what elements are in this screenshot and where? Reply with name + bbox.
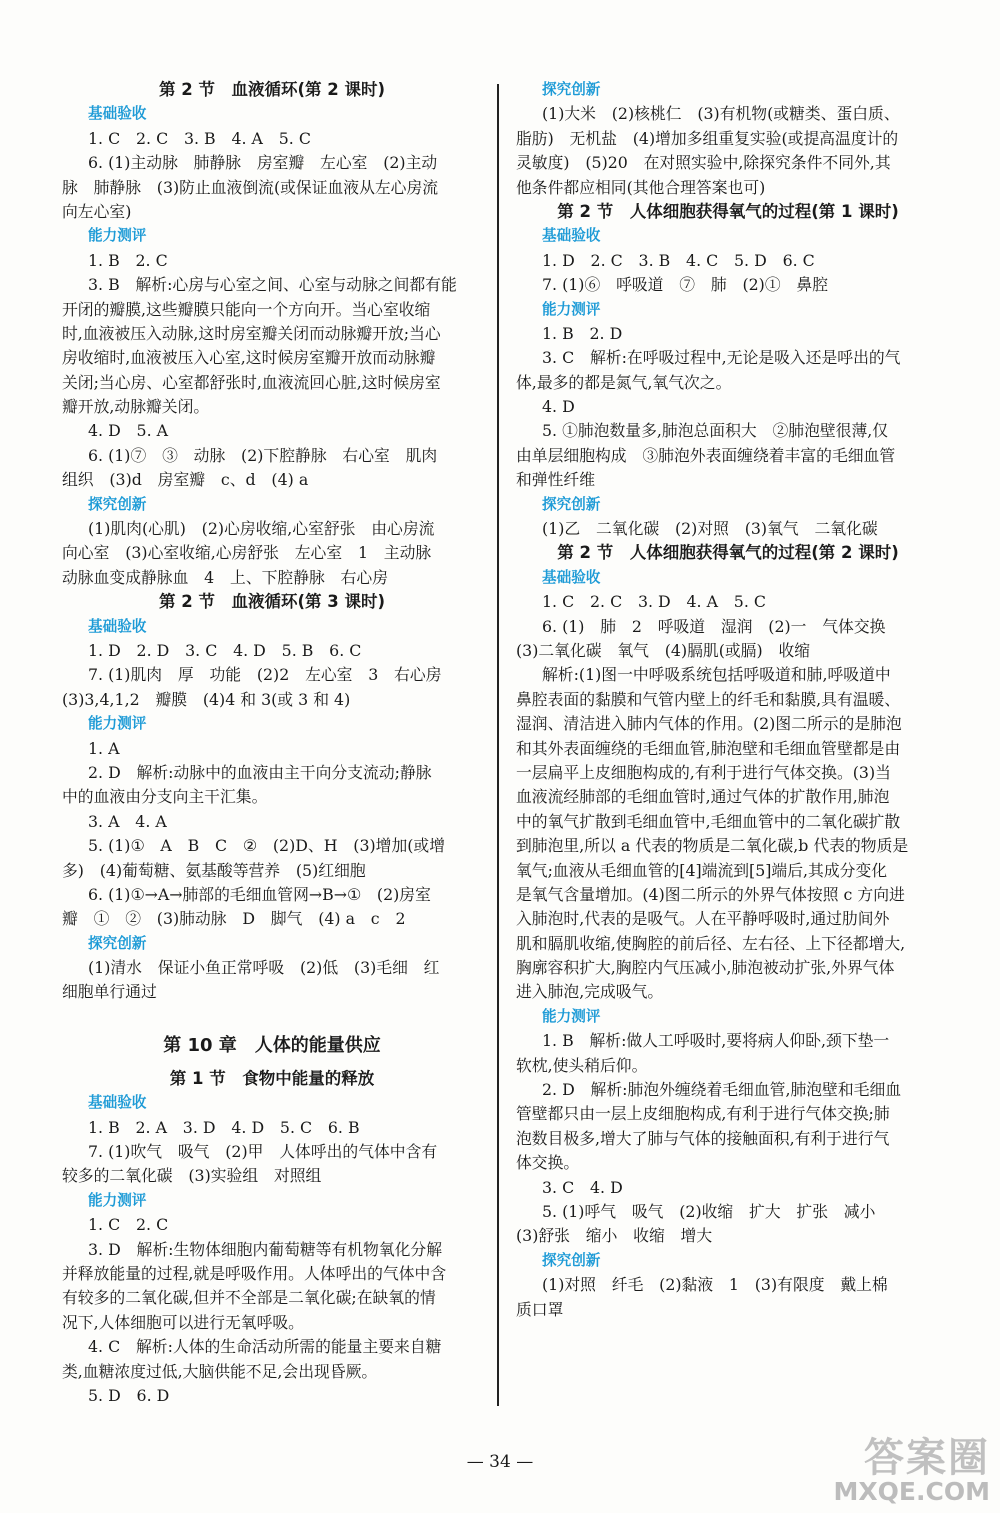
answer-line: 6. (1) 肺 2 呼吸道 湿润 (2)一 气体交换 (542, 616, 886, 636)
answer-line-continued: 房收缩时,血液被压入心室,这时候房室瓣开放而动脉瓣 (62, 348, 436, 368)
subsection-label: 基础验收 (542, 227, 601, 245)
watermark (822, 1426, 990, 1506)
left-column (62, 78, 482, 1408)
answer-line-continued: 泡数目极多,增大了肺与气体的接触面积,有利于进行气 (516, 1128, 890, 1148)
page-number: — 34 — (466, 1452, 534, 1472)
answer-line: 6. (1)①→A→肺部的毛细血管网→B→① (2)房室 (88, 884, 431, 904)
answer-line-continued: (3)二氧化碳 氧气 (4)膈肌(或膈) 收缩 (516, 640, 811, 660)
section-heading: 第 1 节 食物中能量的释放 (169, 1068, 375, 1088)
subsection-label: 基础验收 (88, 1094, 147, 1112)
answer-line: 3. A 4. A (88, 811, 167, 831)
column-divider (497, 84, 499, 1406)
answer-line-continued: 组织 (3)d 房室瓣 c、d (4) a (62, 470, 309, 490)
answer-line: 1. C 2. C (88, 1215, 169, 1235)
answer-line-continued: 质口罩 (516, 1299, 564, 1319)
answer-line-continued: 体交换。 (516, 1153, 580, 1173)
section-heading: 第 2 节 血液循环(第 2 课时) (158, 80, 386, 99)
answer-line: 5. (1)呼气 吸气 (2)收缩 扩大 扩张 减小 (542, 1201, 876, 1221)
subsection-label: 基础验收 (542, 568, 601, 586)
subsection-label: 能力测评 (542, 1007, 601, 1025)
answer-line-continued: 一层扁平上皮细胞构成的,有利于进行气体交换。(3)当 (516, 762, 891, 782)
answer-line: 6. (1)⑦ ③ 动脉 (2)下腔静脉 右心室 肌肉 (88, 445, 438, 465)
answer-line-continued: 进入肺泡,完成吸气。 (516, 982, 664, 1002)
answer-line: (1)清水 保证小鱼正常呼吸 (2)低 (3)毛细 红 (88, 958, 440, 978)
answer-line-continued: 开闭的瓣膜,这些瓣膜只能向一个方向开。当心室收缩 (62, 299, 431, 319)
right-column (516, 78, 940, 1322)
subsection-label: 基础验收 (88, 617, 147, 635)
answer-line: 4. D 5. A (88, 421, 169, 441)
answer-line-continued: 他条件都应相同(其他合理答案也可) (516, 177, 766, 197)
answer-line-continued: 况下,人体细胞可以进行无氧呼吸。 (62, 1312, 304, 1332)
answer-line: 4. D (542, 397, 575, 417)
answer-line-continued: 脉 肺静脉 (3)防止血液倒流(或保证血液从左心房流 (62, 177, 439, 197)
answer-line-continued: 瓣开放,动脉瓣关闭。 (62, 397, 210, 417)
answer-line-continued: 由单层细胞构成 ③肺泡外表面缠绕着丰富的毛细血管 (516, 445, 896, 465)
answer-line: 6. (1)主动脉 肺静脉 房室瓣 左心室 (2)主动 (88, 153, 438, 173)
answer-line-continued: 类,血糖浓度过低,大脑供能不足,会出现昏厥。 (62, 1361, 378, 1381)
answer-line-continued: 氧气;血液从毛细血管的[4]端流到[5]端后,其成分变化 (516, 860, 888, 880)
answer-line: 1. D 2. C 3. B 4. C 5. D 6. C (542, 250, 815, 270)
answer-line-continued: (3)3,4,1,2 瓣膜 (4)4 和 3(或 3 和 4) (62, 689, 351, 709)
answer-line-continued: 体,最多的都是氮气,氧气次之。 (516, 372, 732, 392)
answer-line: 5. ①肺泡数量多,肺泡总面积大 ②肺泡壁很薄,仅 (542, 421, 889, 441)
subsection-label: 能力测评 (88, 227, 147, 245)
answer-line: 1. B 2. A 3. D 4. D 5. C 6. B (88, 1117, 360, 1137)
answer-line-continued: 和弹性纤维 (516, 470, 595, 490)
answer-line-continued: 是氧气含量增加。(4)图二所示的外界气体按照 c 方向进 (516, 884, 905, 904)
subsection-label: 探究创新 (542, 1251, 601, 1269)
answer-line-continued: 时,血液被压入动脉,这时房室瓣关闭而动脉瓣开放;当心 (62, 323, 441, 343)
answer-line: (1)大米 (2)核桃仁 (3)有机物(或糖类、蛋白质、 (542, 104, 900, 124)
answer-line-continued: 多) (4)葡萄糖、氨基酸等营养 (5)红细胞 (62, 860, 366, 880)
answer-line-continued: 湿润、清洁进入肺内气体的作用。(2)图二所示的是肺泡 (516, 714, 902, 734)
answer-line-continued: 较多的二氧化碳 (3)实验组 对照组 (62, 1166, 322, 1186)
answer-line: 7. (1)吹气 吸气 (2)甲 人体呼出的气体中含有 (88, 1142, 438, 1162)
answer-line: 5. D 6. D (88, 1385, 170, 1405)
section-heading: 第 2 节 血液循环(第 3 课时) (158, 592, 386, 612)
answer-line-continued: 中的氧气扩散到毛细血管中,毛细血管中的二氧化碳扩散 (516, 811, 901, 831)
answer-line: (1)对照 纤毛 (2)黏液 1 (3)有限度 戴上棉 (542, 1275, 888, 1295)
subsection-label: 探究创新 (88, 934, 147, 952)
section-heading: 第 2 节 人体细胞获得氧气的过程(第 1 课时) (557, 201, 899, 221)
answer-line: (1)乙 二氧化碳 (2)对照 (3)氧气 二氧化碳 (542, 519, 878, 539)
answer-line: 1. C 2. C 3. B 4. A 5. C (88, 128, 311, 148)
watermark-logo: 答案圈 (864, 1435, 990, 1481)
answer-line-continued: 瓣 ① ② (3)肺动脉 D 脚气 (4) a c 2 (62, 909, 406, 929)
answer-line: 1. B 2. D (542, 323, 623, 343)
answer-line: (1)肌肉(心肌) (2)心房收缩,心室舒张 由心房流 (88, 519, 435, 539)
spacer (62, 1005, 482, 1031)
answer-line-continued: 灵敏度) (5)20 在对照实验中,除探究条件不同外,其 (516, 153, 891, 173)
answer-line-continued: 管壁都只由一层上皮细胞构成,有利于进行气体交换;肺 (516, 1104, 890, 1124)
answer-line-continued: 中的血液由分支向主干汇集。 (62, 787, 268, 807)
answer-line: 4. C 解析:人体的生命活动所需的能量主要来自糖 (88, 1337, 442, 1357)
watermark-url: MXQE.COM (833, 1477, 990, 1506)
answer-line: 1. D 2. D 3. C 4. D 5. B 6. C (88, 640, 362, 660)
subsection-label: 探究创新 (88, 495, 147, 513)
subsection-label: 能力测评 (88, 1191, 147, 1209)
subsection-label: 基础验收 (88, 105, 147, 123)
answer-line-continued: 入肺泡时,代表的是吸气。人在平静呼吸时,通过肋间外 (516, 909, 890, 929)
answer-line: 1. B 2. C (88, 250, 168, 270)
answer-line-continued: 关闭;当心房、心室都舒张时,血液流回心脏,这时候房室 (62, 372, 441, 392)
answer-line-continued: 有较多的二氧化碳,但并不全部是二氧化碳;在缺氧的情 (62, 1288, 436, 1308)
answer-line-continued: 向左心室) (62, 201, 132, 221)
subsection-label: 探究创新 (542, 81, 601, 98)
section-heading: 第 2 节 人体细胞获得氧气的过程(第 2 课时) (557, 543, 899, 563)
answer-line-continued: 胸廓容积扩大,胸腔内气压减小,肺泡被动扩张,外界气体 (516, 958, 895, 978)
answer-line: 3. C 解析:在呼吸过程中,无论是吸入还是呼出的气 (542, 348, 901, 368)
subsection-label: 能力测评 (542, 300, 601, 318)
answer-line-continued: 软枕,使头稍后仰。 (516, 1055, 648, 1075)
answer-line: 1. C 2. C 3. D 4. A 5. C (542, 592, 766, 612)
chapter-heading: 第 10 章 人体的能量供应 (163, 1034, 381, 1056)
answer-line: 1. B 解析:做人工呼吸时,要将病人仰卧,颈下垫一 (542, 1031, 890, 1051)
answer-line: 2. D 解析:肺泡外缠绕着毛细血管,肺泡壁和毛细血 (542, 1080, 902, 1100)
answer-line-continued: 并释放能量的过程,就是呼吸作用。人体呼出的气体中含 (62, 1263, 447, 1283)
answer-line-continued: (3)舒张 缩小 收缩 增大 (516, 1226, 713, 1246)
answer-line: 1. A (88, 738, 120, 758)
answer-line: 5. (1)① A B C ② (2)D、H (3)增加(或增 (88, 836, 446, 856)
answer-line-continued: 动脉血变成静脉血 4 上、下腔静脉 右心房 (62, 567, 388, 587)
answer-line-continued: 脂肪) 无机盐 (4)增加多组重复实验(或提高温度计的 (516, 128, 899, 148)
subsection-label: 能力测评 (88, 715, 147, 733)
answer-line: 7. (1)肌肉 厚 功能 (2)2 左心室 3 右心房 (88, 665, 442, 685)
answer-line-continued: 肌和膈肌收缩,使胸腔的前后径、左右径、上下径都增大, (516, 933, 906, 953)
answer-line-continued: 血液流经肺部的毛细血管时,通过气体的扩散作用,肺泡 (516, 787, 890, 807)
answer-line: 2. D 解析:动脉中的血液由主干向分支流动;静脉 (88, 762, 432, 782)
answer-line-continued: 和其外表面缠绕的毛细血管,肺泡壁和毛细血管壁都是由 (516, 738, 901, 758)
answer-line-continued: 到肺泡里,所以 a 代表的物质是二氧化碳,b 代表的物质是 (516, 836, 909, 856)
answer-line: 7. (1)⑥ 呼吸道 ⑦ 肺 (2)① 鼻腔 (542, 275, 829, 295)
answer-line-continued: 向心室 (3)心室收缩,心房舒张 左心室 1 主动脉 (62, 543, 432, 563)
answer-line: 3. B 解析:心房与心室之间、心室与动脉之间都有能 (88, 275, 457, 295)
answer-line: 3. C 4. D (542, 1177, 623, 1197)
answer-line-continued: 细胞单行通过 (62, 982, 157, 1002)
answer-line: 解析:(1)图一中呼吸系统包括呼吸道和肺,呼吸道中 (542, 665, 891, 685)
subsection-label: 探究创新 (542, 495, 601, 513)
answer-line-continued: 鼻腔表面的黏膜和气管内壁上的纤毛和黏膜,具有温暖、 (516, 689, 901, 709)
answer-line: 3. D 解析:生物体细胞内葡萄糖等有机物氧化分解 (88, 1239, 443, 1259)
